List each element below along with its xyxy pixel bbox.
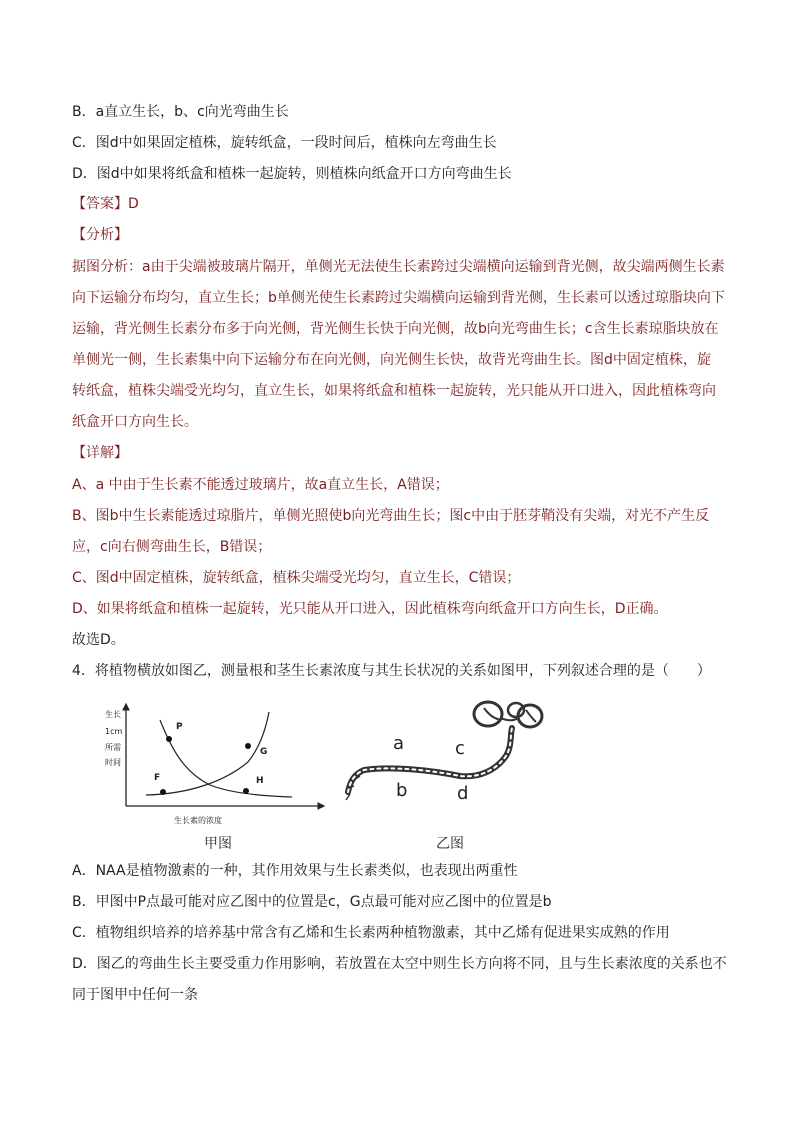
stem-curve: [146, 712, 269, 795]
analysis-text: 单侧光一侧，生长素集中向下运输分布在向光侧，向光侧生长快，故背光弯曲生长。图d中固定植株，旋: [72, 352, 711, 368]
figure-jia-graph: [100, 702, 330, 830]
option-d-cont: 同于图甲中任何一条: [72, 987, 198, 1003]
analysis-text: 向下运输分布均匀，直立生长；b单侧光使生长素跨过尖端横向运输到背光侧，生长素可以透过琼脂块向下: [72, 290, 725, 306]
point-p: [166, 736, 172, 742]
point-g: [245, 743, 251, 749]
y-label-line: 1cm: [105, 727, 123, 736]
analysis-text: 运输，背光侧生长素分布多于向光侧，背光侧生长快于向光侧，故b向光弯曲生长；c含生长素琼脂块放在: [72, 321, 719, 337]
y-label-line: 时间: [105, 758, 121, 767]
analysis-text: 据图分析：a由于尖端被玻璃片隔开，单侧光无法使生长素跨过尖端横向运输到背光侧，故尖端两侧生长素: [72, 259, 725, 275]
detail-text: 应，c向右侧弯曲生长，B错误；: [72, 539, 272, 555]
point-label-g: G: [260, 747, 268, 757]
plant-root: [348, 728, 512, 792]
detail-text: B、图b中生长素能透过琼脂片，单侧光照使b向光弯曲生长；图c中由于胚芽鞘没有尖端，对光不产生反: [72, 508, 710, 524]
plant-label-b: b: [396, 780, 408, 801]
plant-label-a: a: [393, 733, 405, 754]
point-h: [243, 788, 249, 794]
point-label-p: P: [176, 722, 183, 732]
option-b-prev: B．a直立生长，b、c向光弯曲生长: [72, 104, 289, 120]
figure-yi-caption: 乙图: [436, 836, 464, 852]
detail-text: C、图d中固定植株，旋转纸盒，植株尖端受光均匀，直立生长，C错误；: [72, 570, 521, 586]
option-d-prev: D．图d中如果将纸盒和植株一起旋转，则植株向纸盒开口方向弯曲生长: [72, 166, 512, 182]
point-label-h: H: [256, 776, 264, 786]
analysis-text: 转纸盒，植株尖端受光均匀，直立生长，如果将纸盒和植株一起旋转，光只能从开口进入，因此植株弯向: [72, 383, 716, 399]
plant-label-c: c: [455, 738, 465, 759]
point-label-f: F: [154, 773, 161, 783]
analysis-heading: 【分析】: [72, 227, 128, 243]
option-c-prev: C．图d中如果固定植株，旋转纸盒，一段时间后，植株向左弯曲生长: [72, 135, 497, 151]
analysis-text: 纸盒开口方向生长。: [72, 414, 198, 430]
answer-heading: 【答案】D: [72, 196, 139, 212]
point-f: [160, 789, 166, 795]
plant-label-d: d: [457, 783, 469, 804]
x-label: 生长素的浓度: [174, 816, 222, 825]
option-d: D．图乙的弯曲生长主要受重力作用影响，若放置在太空中则生长方向将不同，且与生长素浓度的关系也不: [72, 956, 727, 972]
conclusion: 故选D。: [72, 632, 125, 648]
detail-heading: 【详解】: [72, 445, 128, 461]
figure-yi-plant: [340, 690, 570, 808]
option-b: B．甲图中P点最可能对应乙图中的位置是c，G点最可能对应乙图中的位置是b: [72, 894, 552, 910]
question-4-stem: 4．将植物横放如图乙，测量根和茎生长素浓度与其生长状况的关系如图甲，下列叙述合理的是（ ）: [72, 663, 711, 679]
detail-text: A、a 中由于生长素不能透过玻璃片，故a直立生长，A错误；: [72, 477, 449, 493]
option-c: C．植物组织培养的培养基中常含有乙烯和生长素两种植物激素，其中乙烯有促进果实成熟的作用: [72, 925, 670, 941]
option-a: A．NAA是植物激素的一种，其作用效果与生长素类似，也表现出两重性: [72, 863, 518, 879]
y-label-line: 所需: [105, 743, 121, 752]
detail-text: D、如果将纸盒和植株一起旋转，光只能从开口进入，因此植株弯向纸盒开口方向生长，D正确。: [72, 601, 668, 617]
y-label-line: 生长: [105, 710, 121, 719]
figure-jia-caption: 甲图: [204, 836, 232, 852]
